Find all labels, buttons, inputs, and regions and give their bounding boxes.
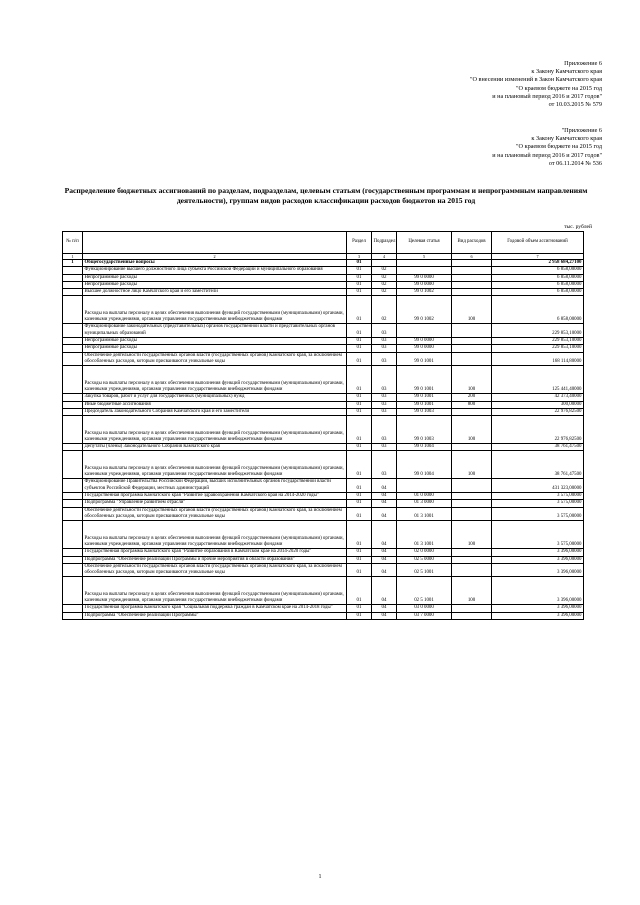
cell-expense-type: [452, 324, 492, 338]
cell-name: Непрограммные расходы: [83, 338, 347, 345]
cell-no: [63, 416, 83, 444]
cell-podrazdel: 03: [372, 366, 397, 394]
cell-amount: 300,00000: [492, 401, 584, 408]
cell-razdel: 01: [347, 267, 372, 274]
cell-podrazdel: 04: [372, 521, 397, 549]
cell-razdel: 01: [347, 563, 372, 577]
cell-name: Функционирование Правительства Российской Федерации, высших исполнительных органов государственной власти субъектов Российской Федерации, местных администраций: [83, 479, 347, 493]
cell-name: Подпрограмма "Обеспечение реализации Программы и прочие мероприятия в области образования": [83, 556, 347, 563]
cell-amount: 22 976,82500: [492, 408, 584, 415]
cell-amount: 6 858,00000: [492, 281, 584, 288]
page-number: 1: [318, 874, 322, 880]
table-row: [63, 408, 584, 415]
table-row: [63, 479, 584, 493]
table-row: [63, 500, 584, 507]
cell-no: [63, 408, 83, 415]
cell-expense-type: 800: [452, 401, 492, 408]
cell-expense-type: [452, 444, 492, 451]
cell-podrazdel: 03: [372, 352, 397, 366]
cell-name: Подпрограмма "Обеспечение реализации Программы": [83, 612, 347, 619]
cell-podrazdel: 03: [372, 444, 397, 451]
table-row: [63, 416, 584, 444]
cell-podrazdel: 04: [372, 549, 397, 556]
appendix-line: к Закону Камчатского края: [531, 68, 602, 76]
table-row: [63, 267, 584, 274]
table-row: [63, 521, 584, 549]
cell-no: [63, 401, 83, 408]
table-row: [63, 366, 584, 394]
unit-label: тыс. рублей: [564, 224, 592, 230]
col-index: 2: [83, 254, 347, 260]
col-header-target: Целевая статья: [397, 232, 452, 254]
cell-podrazdel: 02: [372, 289, 397, 296]
table-header-row: [63, 232, 584, 254]
cell-no: [63, 444, 83, 451]
cell-no: [63, 605, 83, 612]
cell-razdel: 01: [347, 394, 372, 401]
col-index: 1: [63, 254, 83, 260]
cell-expense-type: [452, 352, 492, 366]
cell-name: Непрограммные расходы: [83, 345, 347, 352]
cell-name: Обеспечение деятельности государственных органов власти (государственных органов) Камчатского края, за исключением обособленных расходов, которым присваиваются уникальные коды: [83, 563, 347, 577]
cell-podrazdel: 03: [372, 451, 397, 479]
cell-no: [63, 479, 83, 493]
cell-target-article: 99 0 0000: [397, 281, 452, 288]
cell-expense-type: 100: [452, 577, 492, 605]
document-title: Распределение бюджетных ассигнований по разделам, подразделам, целевым статьям (государственным программам и непрограммным направлениям деятельности), группам видов расходов классификации расходов бюджетов на 2015 год: [64, 186, 588, 205]
cell-no: [63, 338, 83, 345]
cell-podrazdel: 03: [372, 394, 397, 401]
cell-target-article: 99 0 1003: [397, 416, 452, 444]
cell-name: Общегосударственные вопросы: [83, 260, 347, 267]
cell-expense-type: 200: [452, 394, 492, 401]
cell-expense-type: 100: [452, 366, 492, 394]
cell-razdel: 01: [347, 612, 372, 619]
cell-amount: 38 761,47500: [492, 451, 584, 479]
table-row: [63, 274, 584, 281]
cell-no: [63, 366, 83, 394]
cell-name: Расходы на выплаты персоналу в целях обеспечения выполнения функций государственными (муниципальными) органами, казенными учреждениями, органами управления государственными внебюджетными фондами: [83, 521, 347, 549]
cell-amount: 22 976,82500: [492, 416, 584, 444]
cell-podrazdel: 03: [372, 338, 397, 345]
cell-name: Функционирование высшего должностного лица субъекта Российской Федерации и муниципального образования: [83, 267, 347, 274]
cell-razdel: 01: [347, 296, 372, 324]
cell-no: [63, 324, 83, 338]
cell-no: 1: [63, 260, 83, 267]
cell-expense-type: [452, 612, 492, 619]
appendix-line: от 06.11.2014 № 536: [548, 159, 602, 167]
table-row: [63, 289, 584, 296]
cell-amount: 3 575,00000: [492, 500, 584, 507]
cell-razdel: 01: [347, 366, 372, 394]
cell-target-article: 01 3 1001: [397, 521, 452, 549]
cell-no: [63, 394, 83, 401]
cell-expense-type: [452, 493, 492, 500]
cell-name: Расходы на выплаты персоналу в целях обеспечения выполнения функций государственными (муниципальными) органами, казенными учреждениями, органами управления государственными внебюджетными фондами: [83, 577, 347, 605]
cell-name: Обеспечение деятельности государственных органов власти (государственных органов) Камчатского края, за исключением обособленных расходов, которым присваиваются уникальные коды: [83, 507, 347, 521]
cell-target-article: [397, 324, 452, 338]
cell-razdel: 01: [347, 352, 372, 366]
cell-expense-type: [452, 408, 492, 415]
col-header-razdel: Раздел: [347, 232, 372, 254]
col-header-podrazdel: Подраздел: [372, 232, 397, 254]
cell-podrazdel: 03: [372, 416, 397, 444]
cell-amount: 431 323,00000: [492, 479, 584, 493]
cell-expense-type: [452, 563, 492, 577]
cell-podrazdel: 02: [372, 281, 397, 288]
cell-amount: 3 396,00000: [492, 563, 584, 577]
cell-no: [63, 556, 83, 563]
cell-expense-type: [452, 274, 492, 281]
col-index: 6: [452, 254, 492, 260]
cell-razdel: 01: [347, 338, 372, 345]
cell-name: Депутаты (члены) Законодательного Собрания Камчатского края: [83, 444, 347, 451]
cell-amount: 229 853,10000: [492, 338, 584, 345]
cell-razdel: 01: [347, 274, 372, 281]
table-row: [63, 281, 584, 288]
cell-razdel: 01: [347, 507, 372, 521]
cell-expense-type: [452, 500, 492, 507]
col-index: 4: [372, 254, 397, 260]
cell-no: [63, 577, 83, 605]
cell-amount: 3 396,00000: [492, 605, 584, 612]
cell-target-article: 02 5 0000: [397, 556, 452, 563]
cell-target-article: 99 0 1002: [397, 289, 452, 296]
cell-no: [63, 507, 83, 521]
table-row: [63, 507, 584, 521]
appendix-line: к Закону Камчатского края: [531, 135, 602, 143]
cell-expense-type: [452, 267, 492, 274]
cell-target-article: 99 0 1003: [397, 408, 452, 415]
cell-target-article: [397, 260, 452, 267]
table-row: [63, 577, 584, 605]
cell-no: [63, 296, 83, 324]
col-index: 5: [397, 254, 452, 260]
cell-target-article: 02 5 1001: [397, 577, 452, 605]
cell-amount: 168 114,80000: [492, 352, 584, 366]
cell-amount: 3 575,00000: [492, 493, 584, 500]
appendix-line: "Приложение 6: [561, 127, 602, 134]
cell-expense-type: 100: [452, 416, 492, 444]
cell-name: Государственная программа Камчатского края "Социальная поддержка граждан в Камчатском крае на 2014-2018 годы": [83, 605, 347, 612]
cell-amount: 229 853,10000: [492, 324, 584, 338]
table-row: [63, 444, 584, 451]
cell-razdel: 01: [347, 451, 372, 479]
cell-amount: 2 958 684,27100: [492, 260, 584, 267]
cell-name: Функционирование законодательных (представительных) органов государственной власти и представительных органов муниципальных образований: [83, 324, 347, 338]
cell-name: Государственная программа Камчатского края "Развитие образования в Камчатском крае на 2014-2020 годы": [83, 549, 347, 556]
table-row: [63, 493, 584, 500]
table-row: [63, 556, 584, 563]
cell-target-article: 02 5 1001: [397, 563, 452, 577]
cell-amount: 3 396,00000: [492, 612, 584, 619]
appendix-line: от 10.03.2015 № 579: [548, 101, 602, 109]
cell-amount: 6 858,00000: [492, 296, 584, 324]
cell-expense-type: 100: [452, 521, 492, 549]
cell-expense-type: [452, 556, 492, 563]
appendix-line: Приложение 6: [564, 60, 602, 67]
cell-razdel: 01: [347, 324, 372, 338]
cell-razdel: 01: [347, 605, 372, 612]
cell-name: Закупка товаров, работ и услуг для государственных (муниципальных) нужд: [83, 394, 347, 401]
cell-no: [63, 612, 83, 619]
cell-expense-type: [452, 479, 492, 493]
cell-target-article: 03 7 0000: [397, 612, 452, 619]
cell-podrazdel: 02: [372, 274, 397, 281]
cell-amount: 6 858,00000: [492, 289, 584, 296]
cell-amount: 3 396,00000: [492, 556, 584, 563]
cell-podrazdel: [372, 260, 397, 267]
cell-razdel: 01: [347, 408, 372, 415]
cell-amount: 42 373,40000: [492, 394, 584, 401]
cell-target-article: 99 0 0000: [397, 274, 452, 281]
col-header-amount: Годовой объем ассигнований: [492, 232, 584, 254]
col-header-no: № п/п: [63, 232, 83, 254]
cell-expense-type: [452, 345, 492, 352]
cell-no: [63, 493, 83, 500]
cell-target-article: 01 3 0000: [397, 500, 452, 507]
table-row: [63, 352, 584, 366]
cell-expense-type: [452, 338, 492, 345]
cell-no: [63, 451, 83, 479]
appendix-line: и на плановый период 2016 и 2017 годов": [492, 151, 602, 159]
cell-name: Подпрограмма "Управление развитием отрасли": [83, 500, 347, 507]
cell-podrazdel: 03: [372, 408, 397, 415]
cell-target-article: 99 0 1001: [397, 394, 452, 401]
cell-razdel: 01: [347, 281, 372, 288]
cell-podrazdel: 04: [372, 500, 397, 507]
cell-razdel: 01: [347, 479, 372, 493]
cell-name: Высшее должностное лицо Камчатского края и его заместители: [83, 289, 347, 296]
cell-expense-type: [452, 549, 492, 556]
cell-podrazdel: 04: [372, 577, 397, 605]
cell-razdel: 01: [347, 500, 372, 507]
appendix-line: "О краевом бюджете на 2015 год: [516, 143, 602, 151]
cell-expense-type: [452, 289, 492, 296]
cell-razdel: 01: [347, 401, 372, 408]
cell-amount: 3 396,00000: [492, 549, 584, 556]
cell-name: Расходы на выплаты персоналу в целях обеспечения выполнения функций государственными (муниципальными) органами, казенными учреждениями, органами управления государственными внебюджетными фондами: [83, 416, 347, 444]
cell-name: Расходы на выплаты персоналу в целях обеспечения выполнения функций государственными (муниципальными) органами, казенными учреждениями, органами управления государственными внебюджетными фондами: [83, 366, 347, 394]
col-index: 7: [492, 254, 584, 260]
cell-razdel: 01: [347, 549, 372, 556]
cell-no: [63, 267, 83, 274]
cell-target-article: 01 0 0000: [397, 493, 452, 500]
cell-name: Непрограммные расходы: [83, 281, 347, 288]
cell-podrazdel: 03: [372, 345, 397, 352]
table-row: [63, 260, 584, 267]
cell-no: [63, 563, 83, 577]
cell-no: [63, 274, 83, 281]
cell-target-article: 99 0 1002: [397, 296, 452, 324]
cell-name: Расходы на выплаты персоналу в целях обеспечения выполнения функций государственными (муниципальными) органами, казенными учреждениями, органами управления государственными внебюджетными фондами: [83, 296, 347, 324]
table-row: [63, 451, 584, 479]
cell-expense-type: [452, 605, 492, 612]
col-header-expense-type: Вид расходов: [452, 232, 492, 254]
cell-no: [63, 521, 83, 549]
cell-target-article: 99 0 1001: [397, 401, 452, 408]
col-header-name: [83, 232, 347, 254]
budget-table: [62, 231, 584, 620]
cell-no: [63, 281, 83, 288]
cell-razdel: 01: [347, 577, 372, 605]
cell-no: [63, 289, 83, 296]
appendix-line: и на плановый период 2016 и 2017 годов": [492, 92, 602, 100]
cell-name: Расходы на выплаты персоналу в целях обеспечения выполнения функций государственными (муниципальными) органами, казенными учреждениями, органами управления государственными внебюджетными фондами: [83, 451, 347, 479]
cell-podrazdel: 02: [372, 267, 397, 274]
cell-razdel: 01: [347, 521, 372, 549]
cell-expense-type: [452, 281, 492, 288]
cell-no: [63, 345, 83, 352]
table-row: [63, 563, 584, 577]
cell-target-article: 01 3 1001: [397, 507, 452, 521]
cell-amount: 3 396,00000: [492, 577, 584, 605]
appendix-line: "О краевом бюджете на 2015 год: [516, 84, 602, 92]
cell-target-article: 99 0 0000: [397, 345, 452, 352]
table-row: [63, 605, 584, 612]
cell-razdel: 01: [347, 260, 372, 267]
cell-podrazdel: 02: [372, 296, 397, 324]
cell-no: [63, 352, 83, 366]
cell-podrazdel: 03: [372, 401, 397, 408]
cell-podrazdel: 03: [372, 324, 397, 338]
cell-expense-type: [452, 260, 492, 267]
cell-podrazdel: 04: [372, 493, 397, 500]
cell-podrazdel: 04: [372, 563, 397, 577]
cell-target-article: 02 0 0000: [397, 549, 452, 556]
appendix-current-law: [470, 60, 602, 109]
cell-amount: 38 761,47500: [492, 444, 584, 451]
cell-no: [63, 500, 83, 507]
cell-podrazdel: 04: [372, 605, 397, 612]
col-index: 3: [347, 254, 372, 260]
cell-razdel: 01: [347, 493, 372, 500]
appendix-base-law: [492, 127, 602, 168]
cell-podrazdel: 04: [372, 556, 397, 563]
appendix-line: "О внесении изменений в Закон Камчатского края: [470, 76, 602, 84]
cell-amount: 6 858,00000: [492, 274, 584, 281]
cell-target-article: 03 0 0000: [397, 605, 452, 612]
cell-amount: 3 575,00000: [492, 507, 584, 521]
table-row: [63, 394, 584, 401]
cell-target-article: 99 0 1004: [397, 444, 452, 451]
table-row: [63, 338, 584, 345]
cell-amount: 125 441,40000: [492, 366, 584, 394]
cell-target-article: 99 0 1001: [397, 352, 452, 366]
table-row: [63, 324, 584, 338]
cell-podrazdel: 04: [372, 612, 397, 619]
cell-target-article: 99 0 0000: [397, 338, 452, 345]
cell-razdel: 01: [347, 416, 372, 444]
cell-razdel: 01: [347, 556, 372, 563]
cell-target-article: [397, 479, 452, 493]
cell-expense-type: [452, 507, 492, 521]
cell-no: [63, 549, 83, 556]
table-row: [63, 296, 584, 324]
cell-razdel: 01: [347, 289, 372, 296]
cell-podrazdel: 04: [372, 507, 397, 521]
cell-name: Председатель Законодательного Собрания Камчатского края и его заместители: [83, 408, 347, 415]
cell-amount: 229 853,10000: [492, 345, 584, 352]
cell-target-article: 99 0 1004: [397, 451, 452, 479]
cell-podrazdel: 04: [372, 479, 397, 493]
cell-amount: 6 858,00000: [492, 267, 584, 274]
table-row: [63, 549, 584, 556]
cell-target-article: [397, 267, 452, 274]
cell-name: Государственная программа Камчатского края "Развитие здравоохранения Камчатского края на 2014-2020 годы": [83, 493, 347, 500]
cell-name: Иные бюджетные ассигнования: [83, 401, 347, 408]
cell-target-article: 99 0 1001: [397, 366, 452, 394]
table-row: [63, 612, 584, 619]
cell-razdel: 01: [347, 444, 372, 451]
cell-amount: 3 575,00000: [492, 521, 584, 549]
cell-expense-type: 100: [452, 451, 492, 479]
cell-expense-type: 100: [452, 296, 492, 324]
cell-razdel: 01: [347, 345, 372, 352]
table-row: [63, 345, 584, 352]
cell-name: Обеспечение деятельности государственных органов власти (государственных органов) Камчатского края, за исключением обособленных расходов, которым присваиваются уникальные коды: [83, 352, 347, 366]
table-row: [63, 401, 584, 408]
cell-name: Непрограммные расходы: [83, 274, 347, 281]
